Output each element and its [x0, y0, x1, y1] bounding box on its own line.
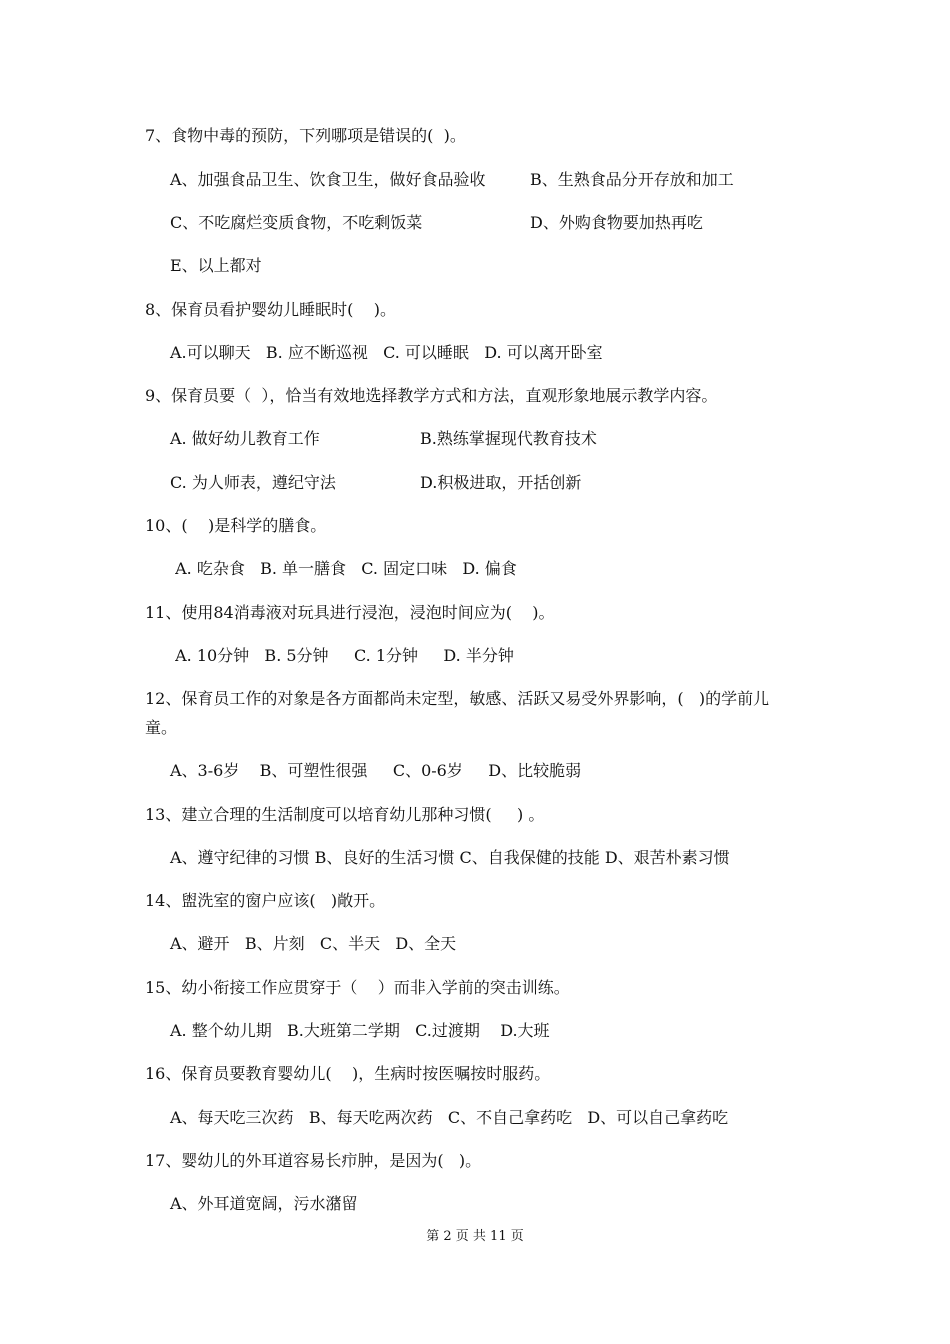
question-16-options: A、每天吃三次药 B、每天吃两次药 C、不自己拿药吃 D、可以自己拿药吃 — [170, 1108, 729, 1127]
question-13-options: A、遵守纪律的习惯 B、良好的生活习惯 C、自我保健的技能 D、艰苦朴素习惯 — [170, 848, 730, 867]
question-12-options: A、3-6岁 B、可塑性很强 C、0-6岁 D、比较脆弱 — [170, 761, 582, 780]
question-8-options: A.可以聊天 B. 应不断巡视 C. 可以睡眠 D. 可以离开卧室 — [170, 343, 603, 362]
question-7-option-a: A、加强食品卫生、饮食卫生，做好食品验收 — [170, 170, 486, 189]
question-7-option-e: E、以上都对 — [170, 256, 262, 275]
question-15-options: A. 整个幼儿期 B.大班第二学期 C.过渡期 D.大班 — [170, 1021, 550, 1040]
question-7-option-d: D、外购食物要加热再吃 — [530, 213, 703, 232]
question-7-option-b: B、生熟食品分开存放和加工 — [530, 170, 734, 189]
question-11-options: A. 10分钟 B. 5分钟 C. 1分钟 D. 半分钟 — [170, 646, 514, 665]
question-9-option-a: A. 做好幼儿教育工作 — [170, 429, 320, 448]
question-7-option-c: C、不吃腐烂变质食物，不吃剩饭菜 — [170, 213, 423, 232]
question-11-stem: 11、使用84消毒液对玩具进行浸泡，浸泡时间应为( )。 — [145, 603, 555, 622]
question-9-stem: 9、保育员要（ ），恰当有效地选择教学方式和方法，直观形象地展示教学内容。 — [145, 386, 718, 405]
question-17-option-a: A、外耳道宽阔，污水潴留 — [170, 1194, 358, 1213]
question-7-stem: 7、食物中毒的预防，下列哪项是错误的( )。 — [145, 126, 466, 145]
question-14-options: A、避开 B、片刻 C、半天 D、全天 — [170, 934, 457, 953]
question-10-options: A. 吃杂食 B. 单一膳食 C. 固定口味 D. 偏食 — [170, 559, 517, 578]
question-12-stem-continued: 童。 — [145, 718, 178, 737]
page-footer: 第 2 页 共 11 页 — [426, 1229, 524, 1244]
question-9-option-b: B.熟练掌握现代教育技术 — [420, 429, 597, 448]
question-12-stem: 12、保育员工作的对象是各方面都尚未定型，敏感、活跃又易受外界影响，( )的学前儿 — [145, 689, 770, 708]
question-9-option-d: D.积极进取，开括创新 — [420, 473, 582, 492]
question-17-stem: 17、婴幼儿的外耳道容易长疖肿，是因为( )。 — [145, 1151, 482, 1170]
question-9-option-c: C. 为人师表，遵纪守法 — [170, 473, 336, 492]
question-8-stem: 8、保育员看护婴幼儿睡眠时( )。 — [145, 300, 397, 319]
question-13-stem: 13、建立合理的生活制度可以培育幼儿那种习惯( ) 。 — [145, 805, 545, 824]
question-14-stem: 14、盥洗室的窗户应该( )敞开。 — [145, 891, 386, 910]
question-10-stem: 10、( )是科学的膳食。 — [145, 516, 327, 535]
question-15-stem: 15、幼小衔接工作应贯穿于（ ）而非入学前的突击训练。 — [145, 978, 570, 997]
question-16-stem: 16、保育员要教育婴幼儿( )，生病时按医嘱按时服药。 — [145, 1064, 551, 1083]
